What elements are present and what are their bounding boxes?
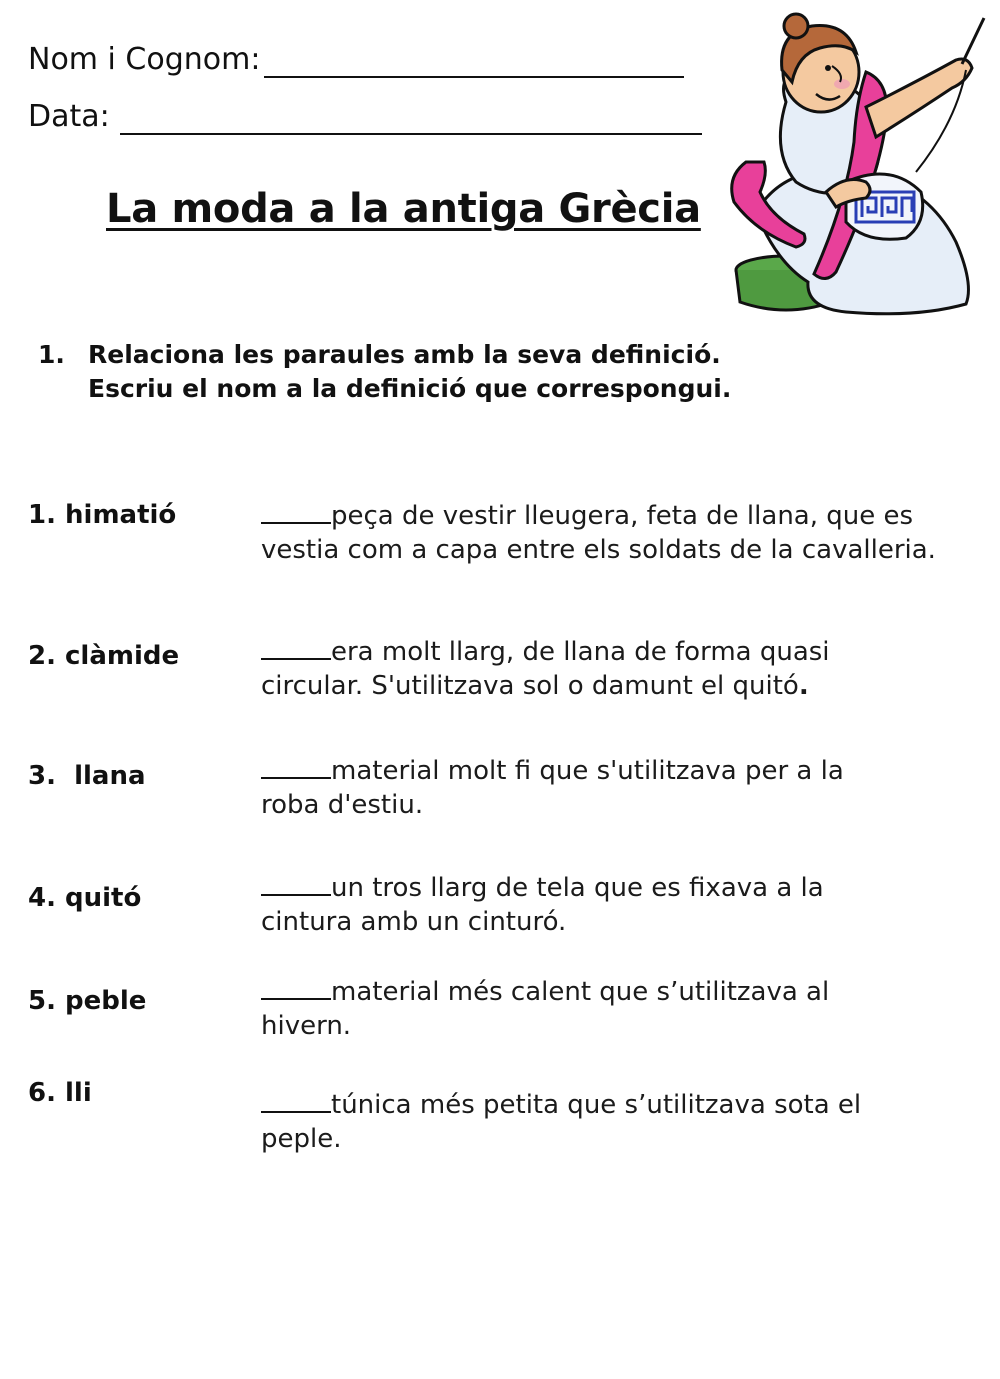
exercise-instruction xyxy=(38,338,798,406)
term-item: 6. lli xyxy=(28,1078,92,1108)
answer-blank[interactable] xyxy=(261,755,331,779)
term-item: 1. himatió xyxy=(28,500,177,530)
name-field-row xyxy=(28,42,684,78)
date-field-row xyxy=(28,99,702,135)
definition-line-2: cintura amb un cinturó. xyxy=(261,907,567,937)
instruction-line-1: Relaciona les paraules amb la seva definició. xyxy=(88,340,721,369)
date-label: Data: xyxy=(28,99,110,134)
exercise-number: 1. xyxy=(38,340,65,369)
name-label: Nom i Cognom: xyxy=(28,42,261,77)
definition-item xyxy=(261,1088,941,1156)
answer-blank[interactable] xyxy=(261,500,331,524)
definition-item xyxy=(261,975,941,1043)
instruction-line-2: Escriu el nom a la definició que correspongui. xyxy=(88,374,732,403)
name-input-line[interactable] xyxy=(264,50,684,78)
definition-line-2: hivern. xyxy=(261,1011,352,1041)
definition-item xyxy=(261,754,941,822)
term-item: 3. llana xyxy=(28,761,146,791)
term-item: 2. clàmide xyxy=(28,641,180,671)
answer-blank[interactable] xyxy=(261,872,331,896)
definition-item xyxy=(261,871,941,939)
definition-line-2: roba d'estiu. xyxy=(261,790,424,820)
definition-line-1: túnica més petita que s’utilitzava sota el xyxy=(331,1090,862,1120)
date-input-line[interactable] xyxy=(120,107,702,135)
greek-woman-sewing-icon xyxy=(716,12,992,318)
definition-item xyxy=(261,635,941,703)
definition-line-1: material més calent que s’utilitzava al xyxy=(331,977,830,1007)
definition-line-1: material molt fi que s'utilitzava per a la xyxy=(331,756,844,786)
definition-line-1: peça de vestir lleugera, feta de llana, que es xyxy=(331,501,914,531)
answer-blank[interactable] xyxy=(261,976,331,1000)
answer-blank[interactable] xyxy=(261,636,331,660)
definition-line-2: vestia com a capa entre els soldats de la cavalleria. xyxy=(261,535,936,565)
definition-line-1: era molt llarg, de llana de forma quasi xyxy=(331,637,830,667)
definition-line-2: circular. S'utilitzava sol o damunt el quitó xyxy=(261,671,799,701)
definition-line-2: peple. xyxy=(261,1124,342,1154)
term-item: 4. quitó xyxy=(28,883,142,913)
answer-blank[interactable] xyxy=(261,1089,331,1113)
definition-line-1: un tros llarg de tela que es fixava a la xyxy=(331,873,824,903)
definition-line-2-end: . xyxy=(798,671,809,701)
term-item: 5. peble xyxy=(28,986,147,1016)
definition-item xyxy=(261,499,985,567)
page-title: La moda a la antiga Grècia xyxy=(106,186,701,232)
